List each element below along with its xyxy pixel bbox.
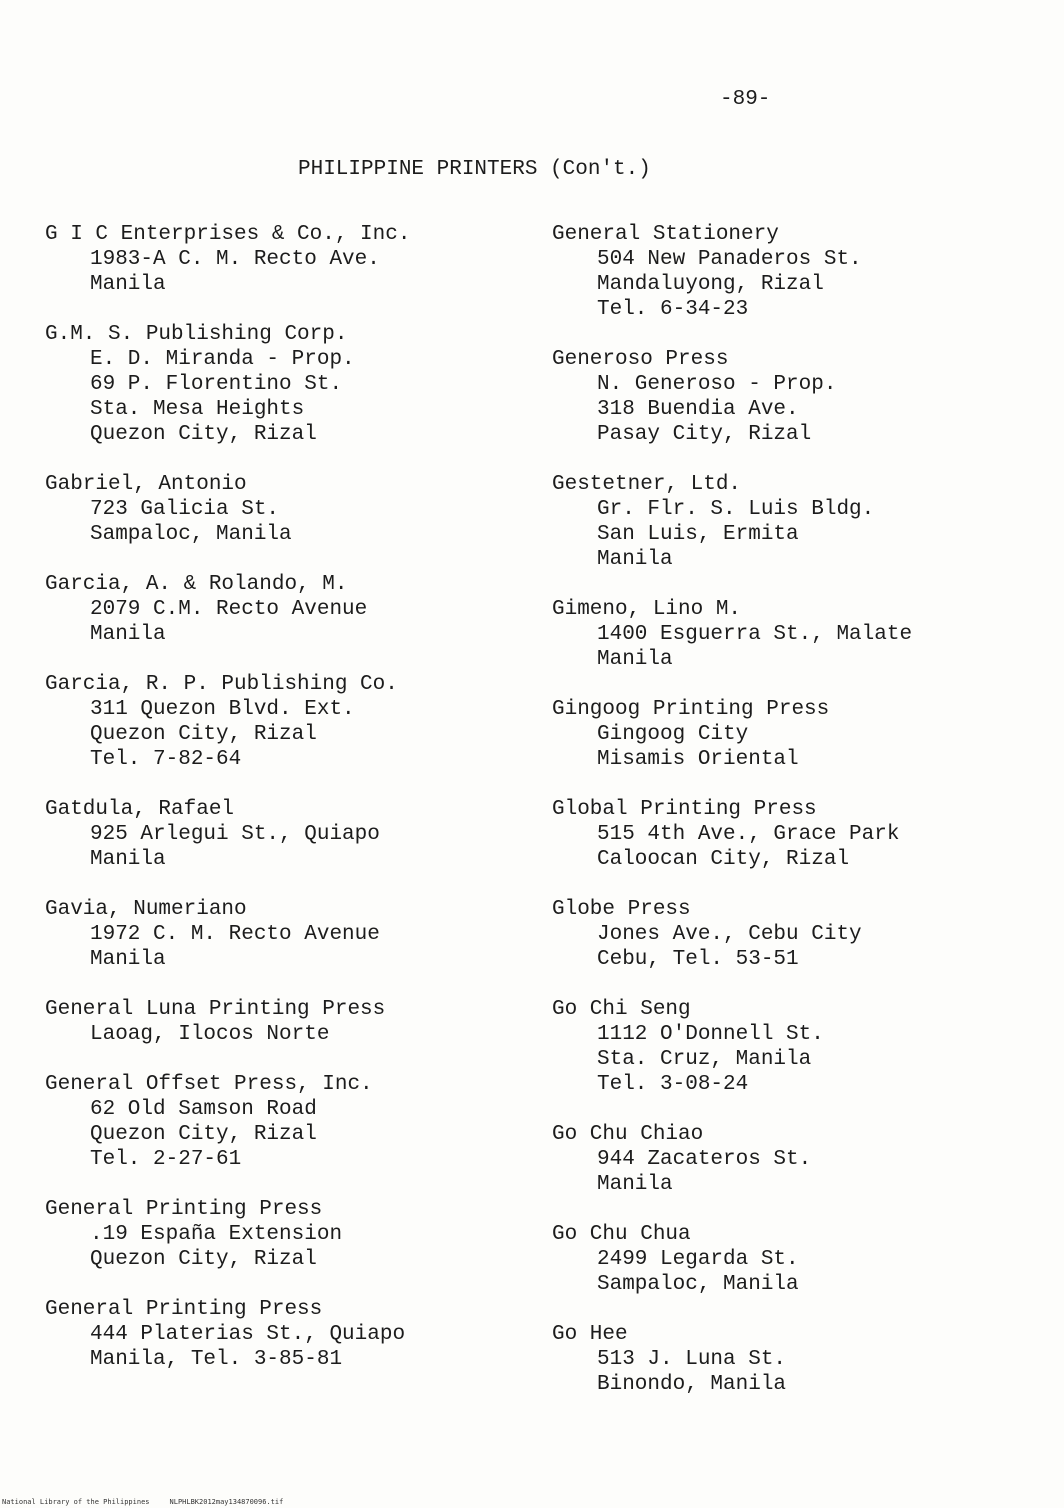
- directory-entry: [552, 472, 1032, 572]
- directory-entry: [552, 1322, 1032, 1397]
- entry-address-line: 504 New Panaderos St.: [597, 248, 862, 271]
- directory-entry: [45, 897, 525, 972]
- directory-entry: [552, 997, 1032, 1097]
- entry-address-line: Sampaloc, Manila: [90, 523, 292, 546]
- entry-address-line: Pasay City, Rizal: [597, 423, 812, 446]
- page-title: PHILIPPINE PRINTERS (Con't.): [298, 158, 651, 181]
- entry-address-line: Misamis Oriental: [597, 748, 799, 771]
- directory-entry: [45, 322, 525, 447]
- entry-address-line: Binondo, Manila: [597, 1373, 787, 1396]
- right-column: [552, 222, 1032, 1422]
- entry-address-line: Sta. Mesa Heights: [90, 398, 305, 421]
- directory-entry: [45, 472, 525, 547]
- directory-entry: [45, 1297, 525, 1372]
- entry-name: Gestetner, Ltd.: [552, 473, 742, 496]
- directory-entry: [552, 897, 1032, 972]
- entry-name: Go Hee: [552, 1323, 628, 1346]
- entry-name: General Offset Press, Inc.: [45, 1073, 373, 1096]
- entry-name: Gatdula, Rafael: [45, 798, 235, 821]
- entry-address-line: 1400 Esguerra St., Malate: [597, 623, 913, 646]
- entry-address-line: Gingoog City: [597, 723, 749, 746]
- entry-name: Garcia, R. P. Publishing Co.: [45, 673, 398, 696]
- directory-entry: [552, 797, 1032, 872]
- directory-entry: [552, 1222, 1032, 1297]
- footer-library: National Library of the Philippines: [2, 1498, 150, 1506]
- left-column: [45, 222, 525, 1397]
- entry-name: Gabriel, Antonio: [45, 473, 247, 496]
- entry-address-line: N. Generoso - Prop.: [597, 373, 837, 396]
- entry-name: Go Chu Chiao: [552, 1123, 704, 1146]
- entry-address-line: Quezon City, Rizal: [90, 1248, 317, 1271]
- entry-name: General Luna Printing Press: [45, 998, 386, 1021]
- entry-address-line: 723 Galicia St.: [90, 498, 280, 521]
- entry-address-line: Tel. 6-34-23: [597, 298, 749, 321]
- entry-name: Gavia, Numeriano: [45, 898, 247, 921]
- directory-entry: [45, 222, 525, 297]
- entry-address-line: 944 Zacateros St.: [597, 1148, 812, 1171]
- entry-name: Go Chu Chua: [552, 1223, 691, 1246]
- entry-address-line: Tel. 3-08-24: [597, 1073, 749, 1096]
- entry-address-line: 925 Arlegui St., Quiapo: [90, 823, 380, 846]
- footer-file: NLPHLBK2012may134870096.tif: [169, 1498, 284, 1506]
- entry-name: Go Chi Seng: [552, 998, 691, 1021]
- entry-address-line: Manila: [597, 548, 673, 571]
- entry-address-line: 2079 C.M. Recto Avenue: [90, 598, 368, 621]
- entry-address-line: 1112 O'Donnell St.: [597, 1023, 824, 1046]
- entry-address-line: Tel. 2-27-61: [90, 1148, 242, 1171]
- entry-address-line: 311 Quezon Blvd. Ext.: [90, 698, 355, 721]
- entry-address-line: Manila: [90, 623, 166, 646]
- entry-address-line: Mandaluyong, Rizal: [597, 273, 824, 296]
- entry-address-line: 513 J. Luna St.: [597, 1348, 787, 1371]
- entry-name: General Printing Press: [45, 1198, 323, 1221]
- directory-entry: [45, 797, 525, 872]
- entry-address-line: Caloocan City, Rizal: [597, 848, 850, 871]
- entry-address-line: Jones Ave., Cebu City: [597, 923, 862, 946]
- entry-address-line: Manila, Tel. 3-85-81: [90, 1348, 343, 1371]
- entry-address-line: Quezon City, Rizal: [90, 723, 317, 746]
- entry-address-line: Cebu, Tel. 53-51: [597, 948, 799, 971]
- entry-name: G.M. S. Publishing Corp.: [45, 323, 348, 346]
- directory-entry: [552, 597, 1032, 672]
- entry-address-line: .19 España Extension: [90, 1223, 343, 1246]
- directory-entry: [45, 1072, 525, 1172]
- entry-address-line: Sta. Cruz, Manila: [597, 1048, 812, 1071]
- page-number: -89-: [720, 88, 771, 111]
- entry-address-line: 2499 Legarda St.: [597, 1248, 799, 1271]
- entry-address-line: San Luis, Ermita: [597, 523, 799, 546]
- directory-entry: [45, 1197, 525, 1272]
- directory-entry: [45, 672, 525, 772]
- directory-entry: [552, 697, 1032, 772]
- entry-address-line: Manila: [597, 1173, 673, 1196]
- entry-name: General Printing Press: [45, 1298, 323, 1321]
- directory-entry: [552, 347, 1032, 447]
- entry-name: Globe Press: [552, 898, 691, 921]
- entry-address-line: Laoag, Ilocos Norte: [90, 1023, 330, 1046]
- entry-address-line: Manila: [90, 948, 166, 971]
- entry-name: Gingoog Printing Press: [552, 698, 830, 721]
- entry-address-line: Manila: [90, 848, 166, 871]
- entry-name: Gimeno, Lino M.: [552, 598, 742, 621]
- entry-address-line: 318 Buendia Ave.: [597, 398, 799, 421]
- entry-address-line: Sampaloc, Manila: [597, 1273, 799, 1296]
- entry-address-line: Tel. 7-82-64: [90, 748, 242, 771]
- directory-entry: [45, 572, 525, 647]
- entry-address-line: Manila: [597, 648, 673, 671]
- entry-name: Global Printing Press: [552, 798, 817, 821]
- entry-address-line: 444 Platerias St., Quiapo: [90, 1323, 406, 1346]
- entry-address-line: 1983-A C. M. Recto Ave.: [90, 248, 380, 271]
- directory-entry: [552, 1122, 1032, 1197]
- entry-address-line: 62 Old Samson Road: [90, 1098, 317, 1121]
- scan-footer: [2, 1498, 303, 1506]
- entry-address-line: Manila: [90, 273, 166, 296]
- entry-name: Generoso Press: [552, 348, 729, 371]
- entry-name: General Stationery: [552, 223, 779, 246]
- entry-name: Garcia, A. & Rolando, M.: [45, 573, 348, 596]
- entry-address-line: Quezon City, Rizal: [90, 423, 317, 446]
- entry-address-line: E. D. Miranda - Prop.: [90, 348, 355, 371]
- entry-address-line: 515 4th Ave., Grace Park: [597, 823, 900, 846]
- entry-address-line: Quezon City, Rizal: [90, 1123, 317, 1146]
- entry-address-line: 69 P. Florentino St.: [90, 373, 343, 396]
- directory-entry: [552, 222, 1032, 322]
- directory-entry: [45, 997, 525, 1047]
- entry-address-line: 1972 C. M. Recto Avenue: [90, 923, 380, 946]
- entry-name: G I C Enterprises & Co., Inc.: [45, 223, 411, 246]
- entry-address-line: Gr. Flr. S. Luis Bldg.: [597, 498, 875, 521]
